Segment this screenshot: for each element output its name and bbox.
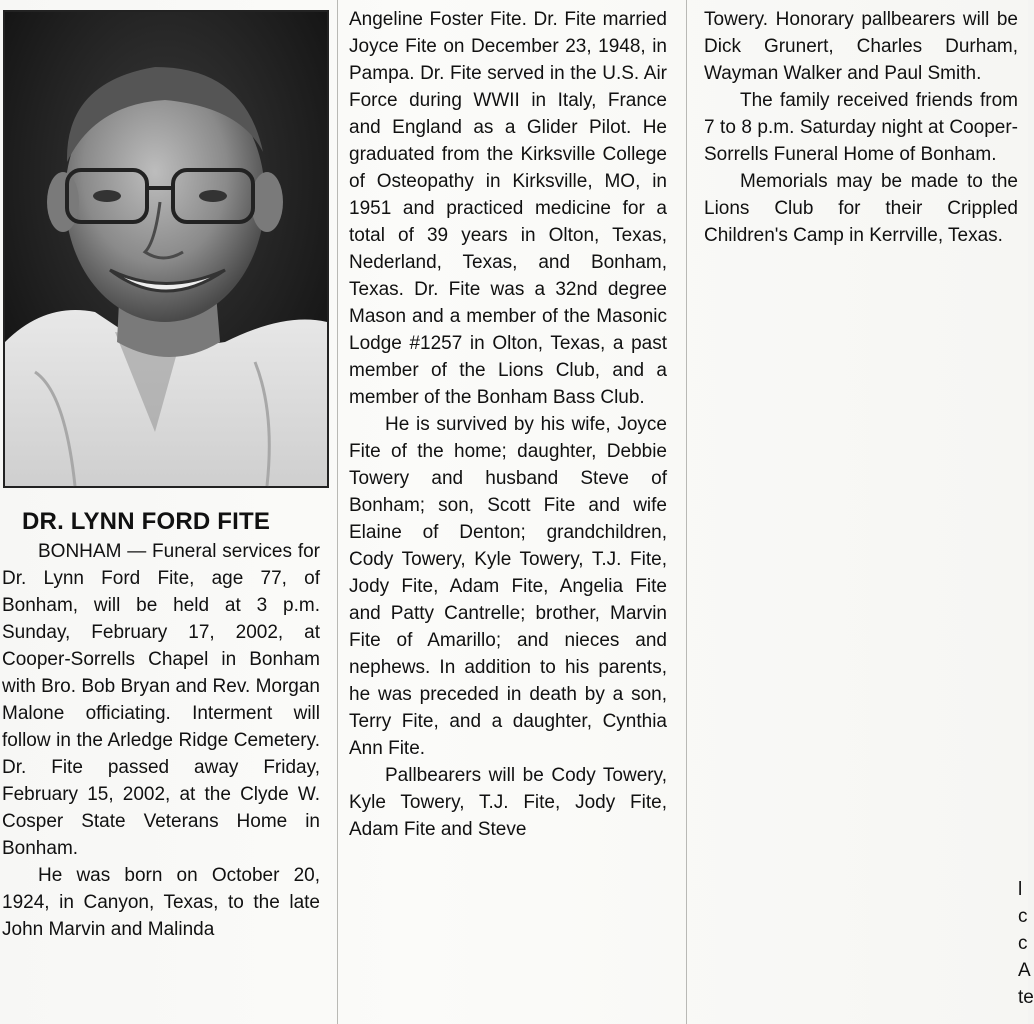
column-divider (337, 0, 338, 1024)
paragraph: Angeline Foster Fite. Dr. Fite married Joyce Fite on December 23, 1948, in Pampa. Dr. Fite served in the U.S. Air Force during WWII in Italy, France and England as a Glider Pilot. He graduated from the Kirksville College of Osteopathy in Kirksville, MO, in 1951 and practiced medicine for a total of 39 years in Olton, Texas, Nederland, Texas, and Bonham, Texas. Dr. Fite was a 32nd degree Mason and a member of the Masonic Lodge #1257 in Olton, Texas, a past member of the Lions Club, and a member of the Bonham Bass Club. (349, 9, 667, 408)
text-column-1 (2, 538, 320, 943)
partial-glyph: A (1018, 960, 1031, 981)
paragraph: He is survived by his wife, Joyce Fite of the home; daughter, Debbie Towery and husband Steve of Bonham; son, Scott Fite and wife Elaine of Denton; grandchildren, Cody Towery, Kyle Towery, T.J. Fite, Jody Fite, Adam Fite, Angelia Fite and Patty Cantrelle; brother, Marvin Fite of Amarillo; and nieces and nephews. In addition to his parents, he was preceded in death by a son, Terry Fite, and a daughter, Cynthia Ann Fite. (349, 414, 667, 759)
paragraph: The family received friends from 7 to 8 p.m. Saturday night at Cooper-Sorrells Funeral Home of Bonham. (704, 90, 1018, 165)
paragraph: Memorials may be made to the Lions Club for their Crippled Children's Camp in Kerrville, Texas. (704, 171, 1018, 246)
text-column-3 (704, 6, 1018, 249)
obituary-headline: DR. LYNN FORD FITE (22, 508, 271, 535)
portrait-photo (3, 10, 329, 488)
partial-glyph: c (1018, 906, 1028, 927)
paragraph: Towery. Honorary pallbearers will be Dick Grunert, Charles Durham, Wayman Walker and Paul Smith. (704, 9, 1018, 84)
partial-glyph: te (1018, 987, 1034, 1008)
column-divider (686, 0, 687, 1024)
partial-glyph: c (1018, 933, 1028, 954)
paragraph: BONHAM — Funeral services for Dr. Lynn Ford Fite, age 77, of Bonham, will be held at 3 p.m. Sunday, February 17, 2002, at Cooper-Sorrells Chapel in Bonham with Bro. Bob Bryan and Rev. Morgan Malone officiating. Interment will follow in the Arledge Ridge Cemetery. Dr. Fite passed away Friday, February 15, 2002, at the Clyde W. Cosper State Veterans Home in Bonham. (2, 541, 320, 859)
cropped-adjacent-text (1018, 876, 1034, 1024)
text-column-2 (349, 6, 667, 843)
paragraph: He was born on October 20, 1924, in Canyon, Texas, to the late John Marvin and Malinda (2, 865, 320, 940)
partial-glyph: l (1018, 879, 1023, 900)
paragraph: Pallbearers will be Cody Towery, Kyle Towery, T.J. Fite, Jody Fite, Adam Fite and Steve (349, 765, 667, 840)
